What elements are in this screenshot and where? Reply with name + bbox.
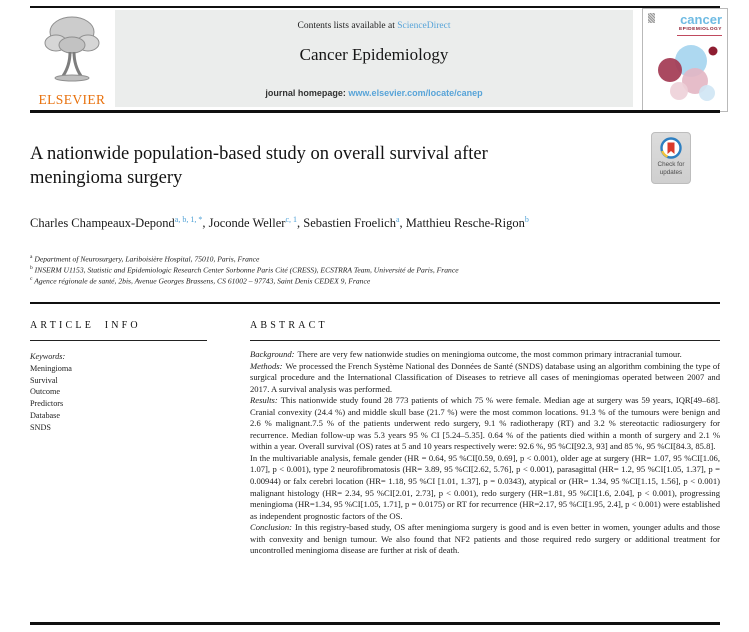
journal-homepage-line <box>115 88 633 98</box>
author: Joconde Weller$^{c, 1}$, <box>208 215 304 231</box>
cover-title: cancer <box>680 12 722 27</box>
keyword: Meningioma <box>30 363 72 373</box>
badge-label-line1: Check for <box>657 161 685 168</box>
badge-label-line2: updates <box>659 168 683 176</box>
keywords-block <box>30 351 207 434</box>
divider <box>677 35 722 36</box>
badge-label <box>651 161 691 176</box>
author: Matthieu Resche-Rigon$^b$ <box>405 215 529 231</box>
journal-cover-thumbnail[interactable] <box>642 8 728 112</box>
author-affil-marks: a <box>395 215 400 224</box>
author-affil-marks: a, b, 1, * <box>174 215 203 224</box>
cover-artwork-circles-icon <box>643 41 727 109</box>
keyword: Survival <box>30 375 58 385</box>
divider <box>30 6 720 8</box>
journal-homepage-link[interactable]: www.elsevier.com/locate/canep <box>348 88 483 98</box>
author-list <box>30 211 530 232</box>
divider <box>30 340 207 341</box>
check-for-updates-icon <box>651 134 691 162</box>
elsevier-tree-icon <box>39 12 105 86</box>
elsevier-logo <box>31 12 113 108</box>
abstract-paragraph: Background: There are very few nationwide studies on meningioma outcome, the most common primary intracranial tumour. <box>250 349 682 359</box>
abstract-heading: ABSTRACT <box>250 320 328 331</box>
abstract-text <box>250 349 720 557</box>
affiliation-line: $^a$ Department of Neurosurgery, Lariboisière Hospital, 75010, Paris, France <box>30 254 260 264</box>
keyword: Database <box>30 410 61 420</box>
affiliation-line: $^b$ INSERM U1153, Statistic and Epidemiologic Research Center Sorbonne Paris Cité (CRESS), ECSTRRA Team, Université de Paris, France <box>30 265 459 275</box>
divider <box>30 302 720 304</box>
article-title: A nationwide population-based study on overall survival after meningioma surgery <box>30 144 488 188</box>
contents-line <box>115 21 633 31</box>
divider <box>30 622 720 625</box>
keyword: Predictors <box>30 399 64 409</box>
abstract-paragraph: Conclusion: In this registry-based study, OS after meningioma surgery is good and is even better in women, younger adults and those with convexity and benign tumour. We also found that NF2 patients and those required redo surgery or additional treatment for uncontrolled meningioma disease are further at risk of death. <box>250 522 720 556</box>
cover-subtitle: EPIDEMIOLOGY <box>678 27 722 32</box>
journal-title: Cancer Epidemiology <box>299 45 449 64</box>
elsevier-wordmark: ELSEVIER <box>38 92 106 107</box>
abstract-paragraph: Results: This nationwide study found 28 773 patients of which 75 % were female. Median age at surgery was 59 years, IQR[49–68]. Cranial convexity (24.4 %) and middle skull base (21.7 %) were the most common locations. 91.3 % of the tumours were benign and 2.6 % malignant.7.5 % of the patients underwent redo surgery, 9.1 % radiotherapy (RT) and 3.2 % stereotactic radiosurgery for recurrence. Median follow-up was 5.3 years 95 % CI [5.24–5.35]. 0.64 % of the patients died within a month of surgery and 2.1 % within a year. Overall survival (OS) rates at 5 and 10 years respectively were: 92.6 %, 95 %CI[92.3, 93] and 85 %, 95 %CI[84.3, 85.8]. <box>250 395 720 452</box>
author-affil-marks: b <box>524 215 529 224</box>
abstract-paragraph: In the multivariable analysis, female gender (HR = 0.64, 95 %CI[0.59, 0.69], p < 0.001), older age at surgery (HR= 1.07, 95 %CI[1.06, 1.07], p < 0.001), type 2 neurofibromatosis (HR= 3.89, 95 %CI[2.62, 5.76], p < 0.001), parasagittal (HR= 1.2, 95 %CI[1.05, 1.37], p = 0.00944) or falx cerebri location (HR= 1.18, 95 %CI [1.01, 1.37], p = 0.0343), atypical or (HR= 1.34, 95 %CI[1.15, 1.56], p < 0.001) malignant histology (HR= 2.34, 95 %CI[2.01, 2.73], p < 0.001), redo surgery (HR=1.81, 95 %CI[1.6, 2.04], p < 0.001), progressing meningioma (HR=1.34, 95 %CI[1.05, 1.71], p = 0.0175) or RT for recurrence (HR=2.17, 95 %CI[1.95, 2.4], p < 0.001) were established as independent prognostic factors of the OS. <box>250 452 720 521</box>
check-for-updates-badge[interactable] <box>651 132 691 184</box>
homepage-label: journal homepage: <box>265 88 346 98</box>
contents-prefix: Contents lists available at <box>297 21 395 31</box>
abstract-paragraph: Methods: We processed the French Système National des Données de Santé (SNDS) database using an algorithm combining the type of surgical procedure and the International Classification of Diseases to retrieve all cases of meningiomas operated between 2007 and 2017. A survival analysis was performed. <box>250 360 720 394</box>
author-affil-marks: c, 1 <box>285 215 298 224</box>
author: Sebastien Froelich$^a$, <box>303 215 406 231</box>
divider <box>30 110 720 113</box>
affiliations <box>30 253 710 286</box>
article-info-heading: ARTICLE INFO <box>30 320 141 331</box>
keyword: SNDS <box>30 422 51 432</box>
sciencedirect-link[interactable]: ScienceDirect <box>397 21 451 31</box>
journal-header-banner <box>115 10 633 107</box>
divider <box>250 340 720 341</box>
keywords-label: Keywords: <box>30 352 66 361</box>
keyword: Outcome <box>30 387 61 397</box>
author: Charles Champeaux-Depond$^{a, b, 1, *}$, <box>30 215 209 231</box>
cover-mini-logo-icon <box>648 13 655 23</box>
affiliation-line: $^c$ Agence régionale de santé, 2bis, Avenue Georges Brassens, CS 61002 – 97743, Saint Denis CEDEX 9, France <box>30 276 371 286</box>
